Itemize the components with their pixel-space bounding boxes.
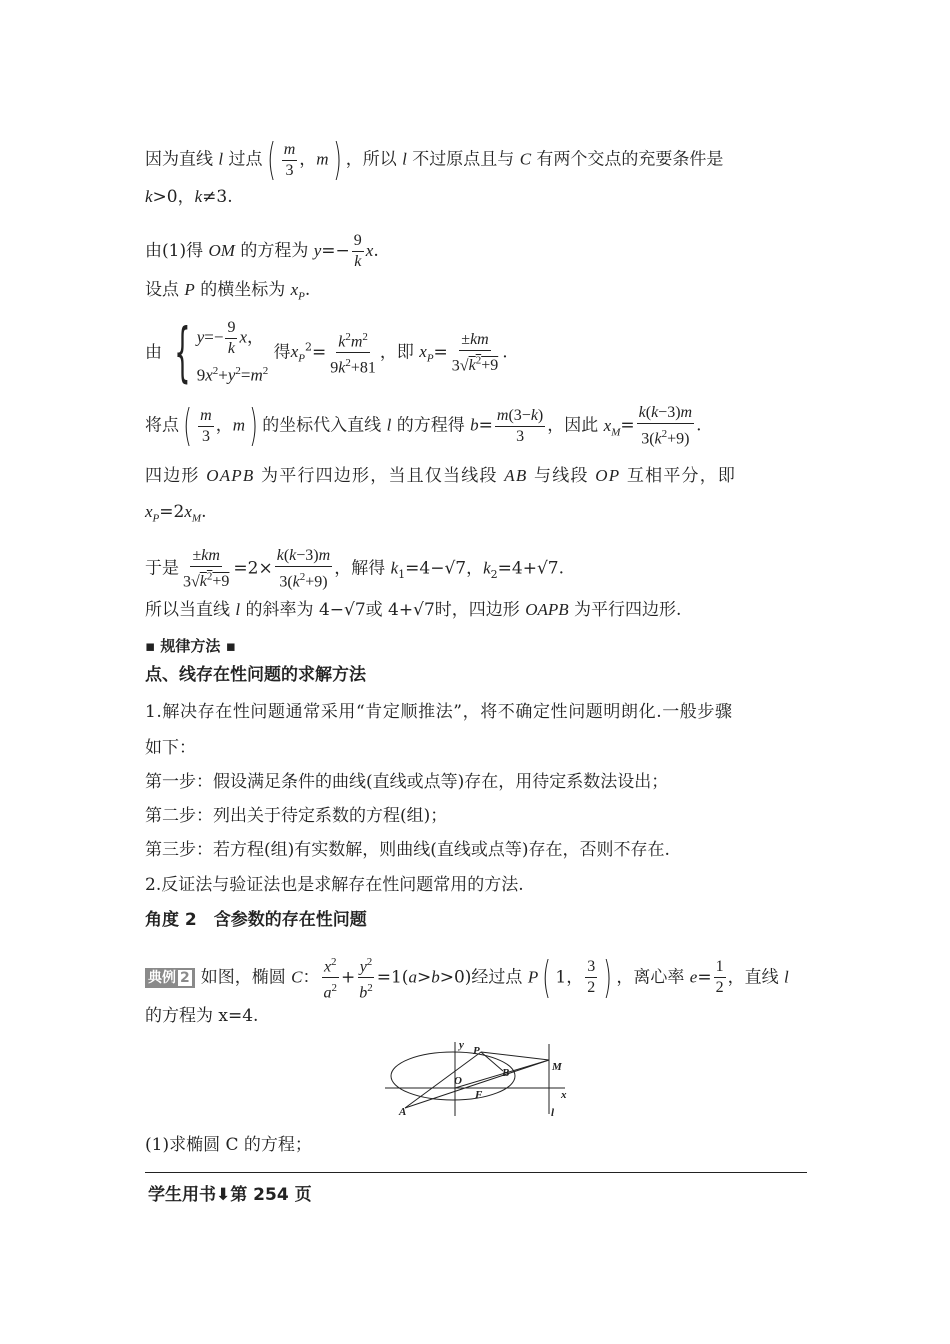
solution-line-1: 因为直线 l 过点( $\frac{m}{3}$ ，m) ，所以 l 不过原点且与 C 有两个交点的充要条件是 (145, 134, 724, 185)
label-x: x (561, 1089, 567, 1101)
label-P: P (473, 1045, 480, 1057)
question-1: (1)求椭圆 C 的方程； (145, 1135, 312, 1155)
example-line-2: 的方程为 x=4. (145, 1006, 259, 1026)
label-B: B (502, 1067, 510, 1079)
label-l: l (551, 1107, 555, 1118)
method-item-1: 1.解决存在性问题通常采用“肯定顺推法”，将不确定性问题明朗化.一般步骤 (145, 702, 733, 722)
method-label: ▪ 规律方法 ▪ (145, 637, 236, 655)
solution-line-6: 将点( $\frac{m}{3}$ ，m) 的坐标代入直线 l 的方程得 b= $\frac{m(3-k)}{3}$ ，因此 $x_M=$ $\frac{k(k-3)m}{3(k^2+9)}$ . (145, 400, 702, 452)
solution-line-3: 由(1)得 OM 的方程为 y=− $\frac{9}{k}$ x. (145, 232, 379, 270)
method-item-1b: 如下： (145, 738, 196, 758)
page-footer: 学生用书⬇第 254 页 (148, 1185, 312, 1205)
solution-line-8: 于是 $\frac{\pm km}{3√k^2+9}$ =2× $\frac{k(k-3)m}{3(k^2+9)}$ ，解得 $k_1=4-√7$，$k_2=4+√7$. (145, 547, 565, 591)
label-O: O (454, 1075, 462, 1087)
footer-rule (145, 1172, 807, 1173)
solution-line-7a: 四边形 OAPB 为平行四边形，当且仅当线段 AB 与线段 OP 互相平分，即 (145, 466, 737, 486)
method-step-1: 第一步：假设满足条件的曲线(直线或点等)存在，用待定系数法设出； (145, 772, 669, 792)
solution-system-line: 由 { y=− $\frac{9}{k}$ x， $9x^2+y^2=m^2$ 得$x_P^2=$ $\frac{k^2m^2}{9k^2+81}$ ，即 $x_P=$ $\frac{\pm km}{3√k^2+9}$ . (145, 315, 508, 390)
method-item-2: 2.反证法与验证法也是求解存在性问题常用的方法. (145, 875, 524, 895)
example-badge: 典例 2 (145, 968, 195, 988)
method-step-2: 第二步：列出关于待定系数的方程(组)； (145, 806, 448, 826)
label-A: A (399, 1106, 407, 1118)
solution-line-2: k>0，k≠3. (145, 187, 233, 207)
example-line: 典例 2 如图，椭圆 C： $\frac{x^2}{a^2}$ + $\frac{y^2}{b^2}$ =1(a>b>0)经过点 P( 1， $\frac{3}{2}$ ) ，离心率 e= $\frac{1}{2}$ ，直线 l (145, 952, 789, 1004)
label-y: y (459, 1039, 464, 1051)
method-heading: 点、线存在性问题的求解方法 (145, 665, 366, 685)
label-F: F (475, 1089, 483, 1101)
method-step-3: 第三步：若方程(组)有实数解，则曲线(直线或点等)存在，否则不存在. (145, 840, 670, 860)
solution-line-4: 设点 P 的横坐标为 $x_P$. (145, 280, 311, 303)
angle-heading: 角度 2 含参数的存在性问题 (145, 910, 367, 930)
solution-line-7b: $x_P=2x_M$. (145, 502, 207, 525)
ellipse-figure (385, 1038, 575, 1118)
solution-line-9: 所以当直线 l 的斜率为 4−√7或 4+√7时，四边形 OAPB 为平行四边形. (145, 600, 682, 620)
label-M: M (552, 1061, 562, 1073)
